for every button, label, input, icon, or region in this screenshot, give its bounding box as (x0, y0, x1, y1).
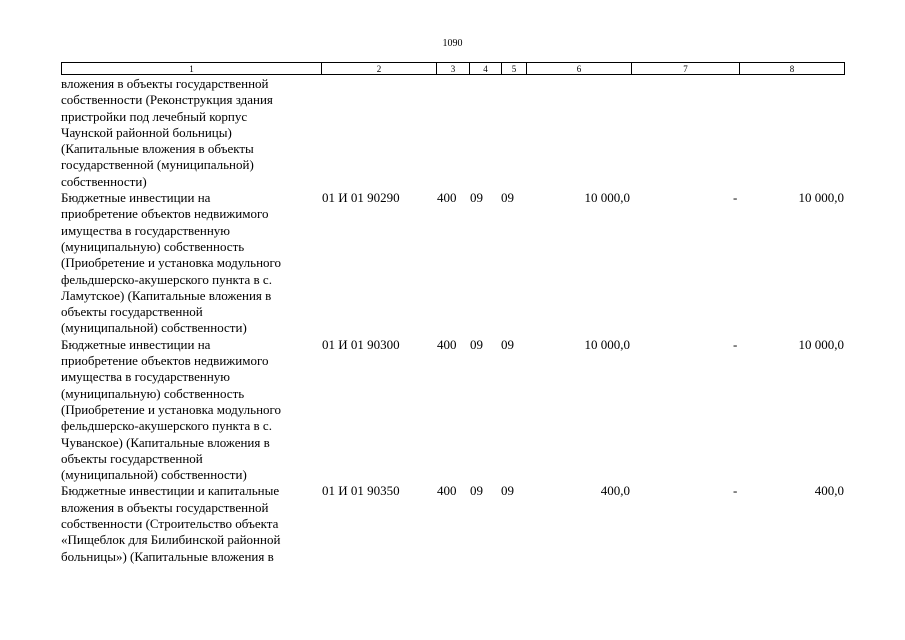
row-col-6: 10 000,0 (584, 190, 630, 206)
row-col-5: 09 (501, 336, 514, 352)
row-col-8: 10 000,0 (798, 190, 844, 206)
row-col-4: 09 (470, 336, 483, 352)
row-description: вложения в объекты государственной собственности (Реконструкция здания пристройки под лечебный корпус Чаунской районной больницы) (Капитальные вложения в объекты государственной (муниципальной) собственности) (61, 76, 273, 189)
page-number: 1090 (442, 38, 463, 49)
row-col-3: 400 (437, 336, 457, 352)
row-col-7: - (733, 190, 738, 206)
row-col-6: 400,0 (600, 483, 630, 499)
row-col-3: 400 (437, 483, 457, 499)
row-description: Бюджетные инвестиции на приобретение объектов недвижимого имущества в государственную (муниципальную) собственность (Приобретение и установка модульного фельдшерско-акушерского пункта в с. Чуванское) (Капитальные вложения в объекты государственной (муниципальной) собственности) (61, 336, 282, 483)
row-col-5: 09 (501, 190, 514, 206)
header-col-5: 5 (501, 62, 526, 75)
header-col-7: 7 (631, 62, 739, 75)
row-col-8: 400,0 (814, 483, 844, 499)
row-col-7: - (733, 483, 738, 499)
row-col-7: - (733, 336, 738, 352)
table-row (0, 76, 905, 190)
row-col-5: 09 (501, 483, 514, 499)
header-col-3: 3 (436, 62, 469, 75)
row-code: 01 И 01 90350 (322, 483, 400, 499)
table-row (0, 337, 905, 484)
row-col-6: 10 000,0 (584, 336, 630, 352)
header-col-8: 8 (739, 62, 845, 75)
row-code: 01 И 01 90290 (322, 190, 400, 206)
table-row (0, 190, 905, 337)
row-description: Бюджетные инвестиции и капитальные вложения в объекты государственной собственности (Строительство объекта «Пищеблок для Билибинской районной больницы») (Капитальные вложения в (61, 483, 281, 564)
header-col-1: 1 (61, 62, 321, 75)
row-code: 01 И 01 90300 (322, 336, 400, 352)
row-col-4: 09 (470, 190, 483, 206)
row-col-8: 10 000,0 (798, 336, 844, 352)
row-col-3: 400 (437, 190, 457, 206)
table-row (0, 483, 905, 564)
row-col-4: 09 (470, 483, 483, 499)
row-description: Бюджетные инвестиции на приобретение объектов недвижимого имущества в государственную (муниципальную) собственность (Приобретение и установка модульного фельдшерско-акушерского пункта в с. Ламутское) (Капитальные вложения в объекты государственной (муниципальной) собственности) (61, 190, 282, 336)
header-col-4: 4 (469, 62, 501, 75)
header-col-6: 6 (526, 62, 631, 75)
table-header (61, 62, 845, 75)
header-col-2: 2 (321, 62, 436, 75)
table-body (0, 76, 905, 565)
